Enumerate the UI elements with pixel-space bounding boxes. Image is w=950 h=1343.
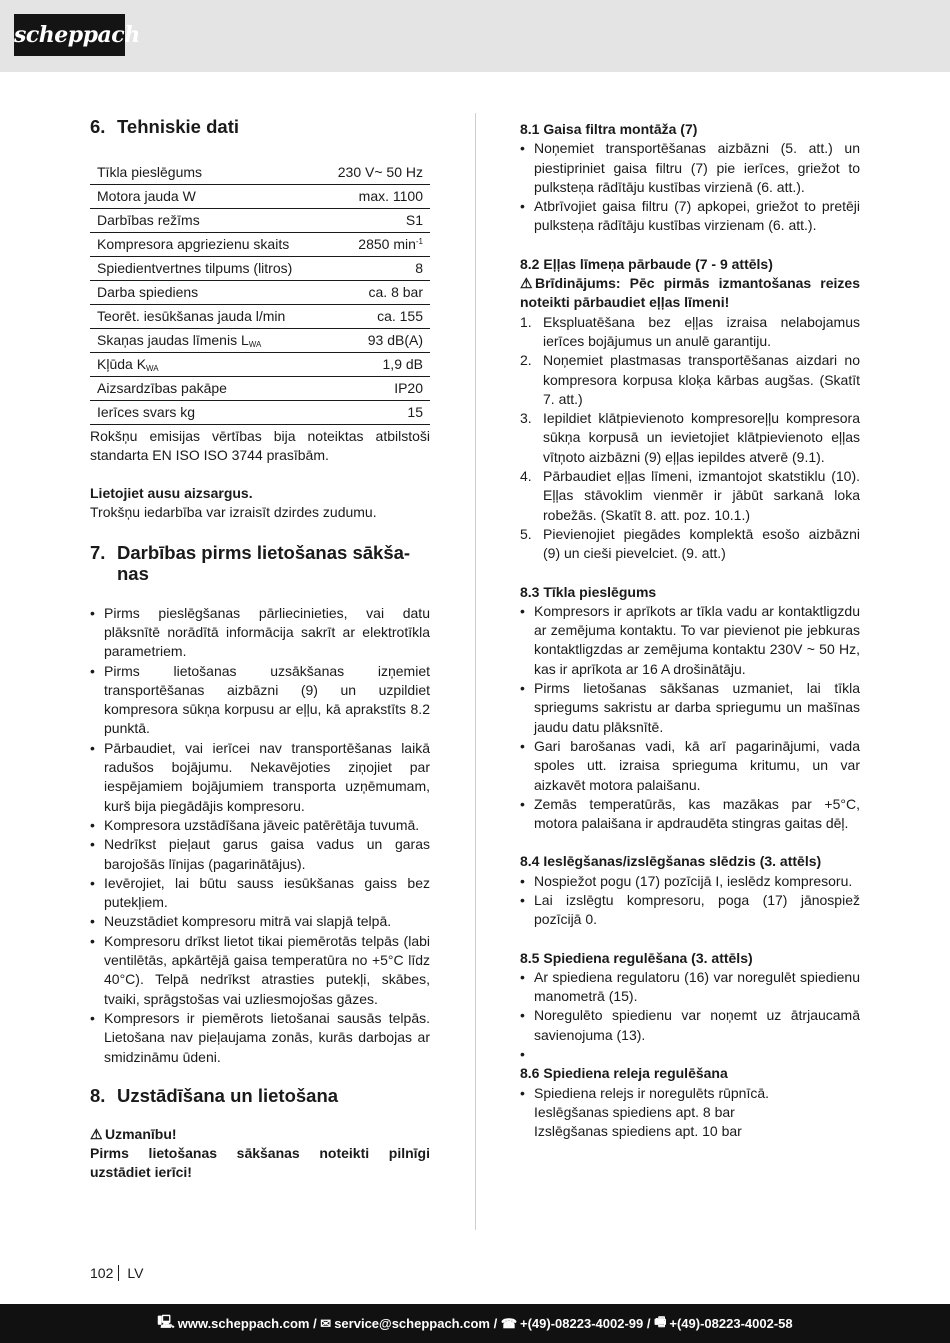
list-item: • Neuzstādiet kompresoru mitrā vai slapjā telpā.: [90, 912, 430, 931]
monitor-icon: 🖳: [157, 1313, 175, 1329]
fax-icon: 🖷: [654, 1313, 667, 1329]
spec-row: [90, 232, 430, 256]
list-item: • Ievērojiet, lai būtu sauss iesūkšanas gaiss bez putekļiem.: [90, 874, 430, 913]
list-item: • Noņemiet transportēšanas aizbāzni (5. att.) un piestipriniet gaisa filtru (7) pie ierīces, griežot to pulksteņa rādītāju kustības virzienā (6. att.).: [520, 139, 860, 197]
right-column: [520, 120, 860, 1142]
numbered-item: 4. Pārbaudiet eļļas līmeni, izmantojot skatstiklu (10). Eļļas stāvoklim vienmēr ir jābūt sarkanā loka robežās. (Skatīt 8. att. poz. 10.1.): [520, 468, 860, 523]
numbered-item: 5. Pievienojiet piegādes komplektā esošo aizbāzni (9) un cieši pievelciet. (9. att.): [520, 525, 860, 562]
list-item: • Gari barošanas vadi, kā arī pagarinājumi, vada spoles utt. izraisa sprieguma kritumu, un var aizkavēt motora palaišanu.: [520, 737, 860, 795]
section-7-list: [90, 604, 430, 1067]
section-8-6-list: [520, 1084, 860, 1142]
numbered-item: 3. Iepildiet klātpievienoto kompresoreļļu kompresora sūkņa korpusā un ievietojiet klātpievienoto eļļas vītņoto aizbāzni (9) eļļas iepildes atverē (9.1).: [520, 410, 860, 465]
ear-protection-heading: Lietojiet ausu aizsargus.: [90, 485, 253, 502]
column-divider: [475, 113, 476, 1230]
numbered-item: 1. Ekspluatēšana bez eļļas izraisa nelabojamus ierīces bojājumus un anulē garantiju.: [520, 313, 860, 349]
list-item: • Kompresors ir piemērots lietošanai sausās telpās. Lietošana nav pieļaujama zonās, kurās darbojas ar smidzināmu ūdeni.: [90, 1009, 430, 1067]
footer-email[interactable]: service@scheppach.com: [334, 1316, 490, 1331]
left-column: [90, 116, 430, 1183]
spec-value: S1: [321, 208, 430, 232]
footer-phone: +(49)-08223-4002-99: [520, 1316, 644, 1331]
scheppach-logo: scheppach: [14, 14, 125, 56]
spec-row: [90, 160, 430, 184]
footer-web[interactable]: www.scheppach.com: [177, 1316, 310, 1331]
section-8-3-list: [520, 602, 860, 834]
spec-label: Spiedientvertnes tilpums (litros): [90, 256, 321, 280]
list-item: • Spiediena relejs ir noregulēts rūpnīcā. Ieslēgšanas spiediens apt. 8 bar Izslēgšanas spiediens apt. 10 bar: [520, 1084, 860, 1142]
list-item: • Kompresora uzstādīšana jāveic patērētāja tuvumā.: [90, 816, 430, 835]
spec-label: Aizsardzības pakāpe: [90, 376, 321, 400]
list-item: • Atbrīvojiet gaisa filtru (7) apkopei, griežot to pretēji pulksteņa rādītāju kustības virzienam (6. att.).: [520, 197, 860, 236]
section-8-4-heading: 8.4 Ieslēgšanas/izslēgšanas slēdzis (3. attēls): [520, 853, 822, 870]
footer-bar: 🖳 www.scheppach.com / ✉ service@scheppach.com / ☎ +(49)-08223-4002-99 / 🖷 +(49)-08223-4002-58: [0, 1304, 950, 1343]
numbered-item: 2. Noņemiet plastmasas transportēšanas aizdari no kompresora korpusa kloķa kārbas augšas. (Skatīt 7. att.): [520, 352, 860, 407]
spec-row: [90, 376, 430, 400]
section-8-1-heading: 8.1 Gaisa filtra montāža (7): [520, 121, 698, 137]
section-7-heading: 7. Darbības pirms lietošanas sākša- nas: [90, 541, 411, 584]
ear-protection-text: Trokšņu iedarbība var izraisīt dzirdes zudumu.: [90, 504, 377, 521]
section-8-5-heading: 8.5 Spiediena regulēšana (3. attēls): [520, 949, 753, 966]
section-8-6-heading: 8.6 Spiediena releja regulēšana: [520, 1065, 728, 1082]
page-number: 102 LV: [90, 1265, 144, 1281]
footer-fax: +(49)-08223-4002-58: [669, 1316, 793, 1331]
spec-label: Teorēt. iesūkšanas jauda l/min: [90, 304, 321, 328]
list-item: • Lai izslēgtu kompresoru, poga (17) jānospiež pozīcijā 0.: [520, 891, 860, 930]
spec-label: Kompresora apgriezienu skaits: [90, 232, 321, 256]
spec-row: [90, 328, 430, 352]
section-7-title-line1: Darbības pirms lietošanas sākša-: [117, 541, 411, 563]
list-item: • Nedrīkst pieļaut garus gaisa vadus un garas barojošās līnijas (pagarinātājus).: [90, 835, 430, 874]
spec-label: Darbības režīms: [90, 208, 321, 232]
spec-value: 93 dB(A): [321, 328, 430, 352]
list-item: • Noregulēto spiedienu var noņemt uz ātrjaucamā savienojuma (13).: [520, 1006, 860, 1045]
spec-label: Skaņas jaudas līmenis $L_{WA}$: [90, 328, 321, 352]
section-6-heading: 6. Tehniskie dati: [90, 116, 239, 137]
header-bar: [0, 0, 950, 72]
spec-label: Ierīces svars kg: [90, 400, 321, 424]
spec-row: [90, 184, 430, 208]
spec-table: [90, 160, 430, 425]
spec-value: 230 V~ 50 Hz: [321, 160, 430, 184]
spec-row: [90, 304, 430, 328]
section-8-4-list: [520, 872, 860, 930]
page-separator: [118, 1265, 119, 1281]
spec-value: 15: [321, 400, 430, 424]
section-8-3-heading: 8.3 Tīkla pieslēgums: [520, 583, 657, 600]
list-item: • Pirms lietošanas sākšanas uzmaniet, lai tīkla spriegums sakristu ar darba spriegumu un mašīnas jaudu datu plāksnītē.: [520, 679, 860, 737]
switch-on-pressure: Ieslēgšanas spiediens apt. 8 bar: [534, 1103, 735, 1120]
section-8-2-warning: ⚠ Brīdinājums: Pēc pirmās izmantošanas reizes noteikti pārbaudiet eļļas līmeni!: [520, 275, 860, 311]
list-item: • Kompresoru drīkst lietot tikai piemērotās telpās (labi ventilētās, apkārtējā gaisa temperatūra no +5°C līdz 40°C). Telpā nedrīkst atrasties putekļi, skābes, tvaiki, sprāgstošas vai uzliesmojošas gāzes.: [90, 932, 430, 1009]
email-icon: ✉: [320, 1315, 332, 1331]
section-8-heading: 8. Uzstādīšana un lietošana: [90, 1084, 339, 1106]
spec-label: Darba spiediens: [90, 280, 321, 304]
list-item: • Pirms lietošanas uzsākšanas izņemiet transportēšanas aizbāzni (9) un uzpildiet kompresora sūkņa korpusu ar eļļu, kā aprakstīts 8.2 punktā.: [90, 662, 430, 739]
spec-label: Tīkla pieslēgums: [90, 160, 321, 184]
list-item: • Kompresors ir aprīkots ar tīkla vadu ar kontaktligzdu ar zemējuma kontaktu. To var pievienot pie jebkuras kontaktligzdas ar zemējuma kontaktu 230V ~ 50 Hz, kas ir aprīkota ar 16 A drošinātāju.: [520, 602, 860, 679]
warning-icon: ⚠: [90, 1125, 103, 1142]
list-item: • Ar spiediena regulatoru (16) var noregulēt spiedienu manometrā (15).: [520, 968, 860, 1007]
spec-value: IP20: [321, 376, 430, 400]
list-item: [520, 1045, 860, 1064]
attention-text: Pirms lietošanas sākšanas noteikti pilnīgi uzstādiet ierīci!: [90, 1145, 430, 1181]
section-8-5-list: [520, 968, 860, 1064]
list-item: • Zemās temperatūrās, kas mazākas par +5°C, motora palaišana ir apdraudēta stingras gaitas dēļ.: [520, 795, 860, 834]
warning-icon: ⚠: [520, 275, 533, 292]
list-item: • Pirms pieslēgšanas pārliecinieties, vai datu plāksnītē norādītā informācija sakrīt ar elektrotīkla parametriem.: [90, 604, 430, 662]
section-8-2-list: [520, 313, 860, 564]
spec-value: ca. 8 bar: [321, 280, 430, 304]
spec-value: 8: [321, 256, 430, 280]
spec-value: 2850 $\min^{-1}$: [321, 232, 430, 256]
noise-note: Rokšņu emisijas vērtības bija noteiktas atbilstoši standarta EN ISO ISO 3744 prasībām.: [90, 427, 430, 463]
section-8-1-list: [520, 139, 860, 235]
switch-off-pressure: Izslēgšanas spiediens apt. 10 bar: [534, 1123, 742, 1140]
spec-label: Motora jauda W: [90, 184, 321, 208]
spec-row: [90, 208, 430, 232]
spec-value: 1,9 dB: [321, 352, 430, 376]
spec-value: max. 1100: [321, 184, 430, 208]
phone-icon: ☎: [500, 1315, 518, 1331]
section-8-2-heading: 8.2 Eļļas līmeņa pārbaude (7 - 9 attēls): [520, 255, 773, 272]
list-item: • Nospiežot pogu (17) pozīcijā I, ieslēdz kompresoru.: [520, 872, 860, 891]
spec-row: [90, 352, 430, 376]
spec-row: [90, 280, 430, 304]
spec-row: [90, 400, 430, 424]
spec-value: ca. 155: [321, 304, 430, 328]
section-7-title-line2: nas: [117, 562, 149, 584]
spec-label: Kļūda $K_{WA}$: [90, 352, 321, 376]
attention-heading: ⚠ Uzmanību!: [90, 1125, 430, 1144]
list-item: • Pārbaudiet, vai ierīcei nav transportēšanas laikā radušos bojājumu. Nekavējoties ziņojiet par iespējamiem bojājumiem transporta uzņēmumam, kurš bija piegādājis kompresoru.: [90, 739, 430, 816]
spec-row: [90, 256, 430, 280]
